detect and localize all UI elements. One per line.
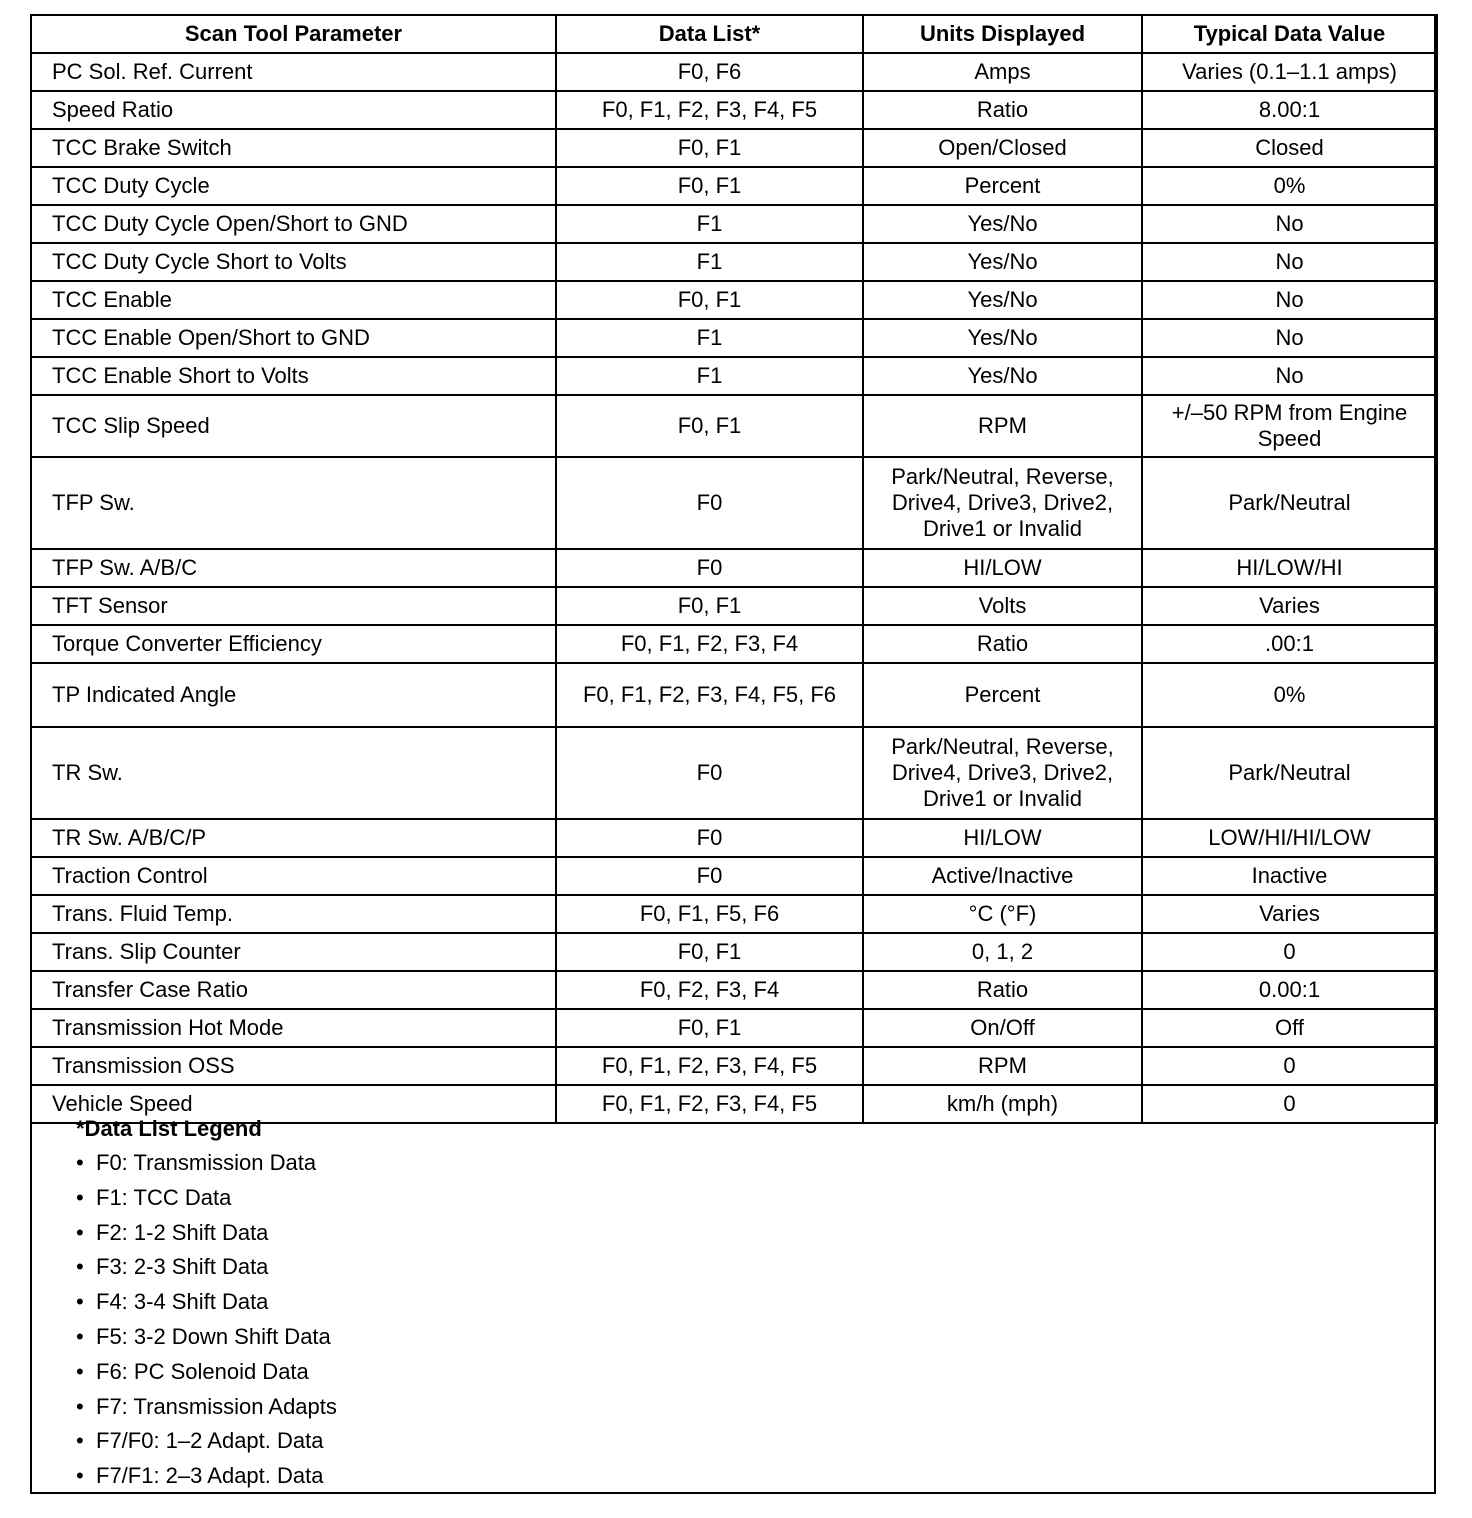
- cell-typical-value: HI/LOW/HI: [1142, 549, 1437, 587]
- cell-parameter: Traction Control: [31, 857, 556, 895]
- cell-data-list: F0, F1, F5, F6: [556, 895, 863, 933]
- cell-units: Active/Inactive: [863, 857, 1142, 895]
- legend-item: • F0: Transmission Data: [76, 1146, 1436, 1181]
- cell-units: Percent: [863, 167, 1142, 205]
- cell-units: km/h (mph): [863, 1085, 1142, 1123]
- cell-typical-value: No: [1142, 319, 1437, 357]
- table-body: [31, 53, 1437, 1123]
- legend-item: • F3: 2-3 Shift Data: [76, 1250, 1436, 1285]
- cell-parameter: TCC Brake Switch: [31, 129, 556, 167]
- cell-data-list: F0: [556, 727, 863, 819]
- cell-typical-value: .00:1: [1142, 625, 1437, 663]
- cell-data-list: F0, F1: [556, 167, 863, 205]
- table-row: [31, 167, 1437, 205]
- cell-parameter: Transmission OSS: [31, 1047, 556, 1085]
- cell-units: Yes/No: [863, 357, 1142, 395]
- legend-item: • F1: TCC Data: [76, 1181, 1436, 1216]
- cell-data-list: F1: [556, 205, 863, 243]
- legend-item: • F7: Transmission Adapts: [76, 1390, 1436, 1425]
- cell-parameter: TR Sw.: [31, 727, 556, 819]
- cell-typical-value: Park/Neutral: [1142, 457, 1437, 549]
- cell-data-list: F0: [556, 819, 863, 857]
- cell-data-list: F0: [556, 857, 863, 895]
- cell-units: Park/Neutral, Reverse, Drive4, Drive3, Drive2, Drive1 or Invalid: [863, 457, 1142, 549]
- cell-units: On/Off: [863, 1009, 1142, 1047]
- table-row: [31, 933, 1437, 971]
- cell-parameter: Vehicle Speed: [31, 1085, 556, 1123]
- table-row: [31, 1047, 1437, 1085]
- cell-data-list: F0, F1: [556, 395, 863, 457]
- cell-units: RPM: [863, 1047, 1142, 1085]
- cell-units: HI/LOW: [863, 819, 1142, 857]
- cell-typical-value: No: [1142, 357, 1437, 395]
- table-row: [31, 625, 1437, 663]
- cell-typical-value: 8.00:1: [1142, 91, 1437, 129]
- table-row: [31, 587, 1437, 625]
- cell-typical-value: Off: [1142, 1009, 1437, 1047]
- header-typical-value: Typical Data Value: [1142, 15, 1437, 53]
- table-row: [31, 457, 1437, 549]
- cell-units: Open/Closed: [863, 129, 1142, 167]
- cell-typical-value: 0: [1142, 933, 1437, 971]
- cell-parameter: PC Sol. Ref. Current: [31, 53, 556, 91]
- cell-typical-value: +/–50 RPM from Engine Speed: [1142, 395, 1437, 457]
- table-row: [31, 319, 1437, 357]
- header-parameter: Scan Tool Parameter: [31, 15, 556, 53]
- cell-typical-value: Inactive: [1142, 857, 1437, 895]
- cell-parameter: TCC Duty Cycle: [31, 167, 556, 205]
- cell-units: Yes/No: [863, 281, 1142, 319]
- cell-data-list: F0, F1: [556, 1009, 863, 1047]
- cell-typical-value: Varies: [1142, 587, 1437, 625]
- cell-data-list: F0, F1, F2, F3, F4, F5: [556, 1085, 863, 1123]
- cell-parameter: TFP Sw. A/B/C: [31, 549, 556, 587]
- cell-units: Yes/No: [863, 205, 1142, 243]
- cell-data-list: F1: [556, 357, 863, 395]
- cell-typical-value: 0%: [1142, 167, 1437, 205]
- table-row: [31, 895, 1437, 933]
- table-row: [31, 663, 1437, 727]
- cell-data-list: F0, F1, F2, F3, F4: [556, 625, 863, 663]
- cell-data-list: F0, F1, F2, F3, F4, F5: [556, 1047, 863, 1085]
- legend-item: • F5: 3-2 Down Shift Data: [76, 1320, 1436, 1355]
- cell-units: Percent: [863, 663, 1142, 727]
- cell-typical-value: Varies (0.1–1.1 amps): [1142, 53, 1437, 91]
- table-row: [31, 727, 1437, 819]
- cell-typical-value: 0: [1142, 1085, 1437, 1123]
- table-header-row: [31, 15, 1437, 53]
- cell-parameter: TP Indicated Angle: [31, 663, 556, 727]
- cell-data-list: F0, F1: [556, 587, 863, 625]
- cell-parameter: TFP Sw.: [31, 457, 556, 549]
- cell-data-list: F1: [556, 319, 863, 357]
- cell-typical-value: LOW/HI/HI/LOW: [1142, 819, 1437, 857]
- legend-item: • F7/F0: 1–2 Adapt. Data: [76, 1424, 1436, 1459]
- cell-units: °C (°F): [863, 895, 1142, 933]
- cell-parameter: TCC Enable: [31, 281, 556, 319]
- scan-tool-data-table: [30, 14, 1438, 1124]
- cell-data-list: F0, F1, F2, F3, F4, F5: [556, 91, 863, 129]
- cell-parameter: Torque Converter Efficiency: [31, 625, 556, 663]
- cell-data-list: F0, F1: [556, 933, 863, 971]
- header-units: Units Displayed: [863, 15, 1142, 53]
- table-row: [31, 91, 1437, 129]
- cell-data-list: F0: [556, 457, 863, 549]
- cell-typical-value: Closed: [1142, 129, 1437, 167]
- legend-item: • F6: PC Solenoid Data: [76, 1355, 1436, 1390]
- cell-parameter: Trans. Slip Counter: [31, 933, 556, 971]
- cell-typical-value: 0: [1142, 1047, 1437, 1085]
- table-row: [31, 53, 1437, 91]
- cell-parameter: TCC Enable Short to Volts: [31, 357, 556, 395]
- cell-typical-value: Park/Neutral: [1142, 727, 1437, 819]
- cell-data-list: F0: [556, 549, 863, 587]
- cell-typical-value: 0.00:1: [1142, 971, 1437, 1009]
- cell-units: Ratio: [863, 971, 1142, 1009]
- table-row: [31, 395, 1437, 457]
- cell-parameter: Transmission Hot Mode: [31, 1009, 556, 1047]
- table-row: [31, 243, 1437, 281]
- cell-parameter: Speed Ratio: [31, 91, 556, 129]
- cell-parameter: TFT Sensor: [31, 587, 556, 625]
- table-row: [31, 819, 1437, 857]
- cell-parameter: Trans. Fluid Temp.: [31, 895, 556, 933]
- table-row: [31, 205, 1437, 243]
- legend-title: *Data List Legend: [76, 1116, 262, 1141]
- cell-units: 0, 1, 2: [863, 933, 1142, 971]
- cell-units: Amps: [863, 53, 1142, 91]
- cell-data-list: F1: [556, 243, 863, 281]
- cell-units: Yes/No: [863, 319, 1142, 357]
- table-row: [31, 129, 1437, 167]
- cell-parameter: TR Sw. A/B/C/P: [31, 819, 556, 857]
- cell-typical-value: Varies: [1142, 895, 1437, 933]
- cell-typical-value: No: [1142, 205, 1437, 243]
- cell-units: Ratio: [863, 625, 1142, 663]
- cell-data-list: F0, F1: [556, 281, 863, 319]
- cell-parameter: TCC Duty Cycle Open/Short to GND: [31, 205, 556, 243]
- table-row: [31, 549, 1437, 587]
- cell-typical-value: 0%: [1142, 663, 1437, 727]
- table-row: [31, 857, 1437, 895]
- cell-typical-value: No: [1142, 243, 1437, 281]
- table-row: [31, 281, 1437, 319]
- cell-units: RPM: [863, 395, 1142, 457]
- cell-units: HI/LOW: [863, 549, 1142, 587]
- table-row: [31, 357, 1437, 395]
- cell-data-list: F0, F6: [556, 53, 863, 91]
- cell-parameter: Transfer Case Ratio: [31, 971, 556, 1009]
- cell-data-list: F0, F2, F3, F4: [556, 971, 863, 1009]
- cell-units: Yes/No: [863, 243, 1142, 281]
- cell-units: Park/Neutral, Reverse, Drive4, Drive3, Drive2, Drive1 or Invalid: [863, 727, 1142, 819]
- data-list-legend: [30, 1112, 1436, 1494]
- header-data-list: Data List*: [556, 15, 863, 53]
- legend-item: • F4: 3-4 Shift Data: [76, 1285, 1436, 1320]
- legend-item: • F2: 1-2 Shift Data: [76, 1216, 1436, 1251]
- cell-parameter: TCC Slip Speed: [31, 395, 556, 457]
- cell-data-list: F0, F1, F2, F3, F4, F5, F6: [556, 663, 863, 727]
- cell-units: Ratio: [863, 91, 1142, 129]
- table-row: [31, 1009, 1437, 1047]
- legend-list: [76, 1146, 1436, 1494]
- legend-item: • F7/F1: 2–3 Adapt. Data: [76, 1459, 1436, 1494]
- cell-typical-value: No: [1142, 281, 1437, 319]
- table-row: [31, 971, 1437, 1009]
- cell-data-list: F0, F1: [556, 129, 863, 167]
- cell-parameter: TCC Enable Open/Short to GND: [31, 319, 556, 357]
- cell-parameter: TCC Duty Cycle Short to Volts: [31, 243, 556, 281]
- cell-units: Volts: [863, 587, 1142, 625]
